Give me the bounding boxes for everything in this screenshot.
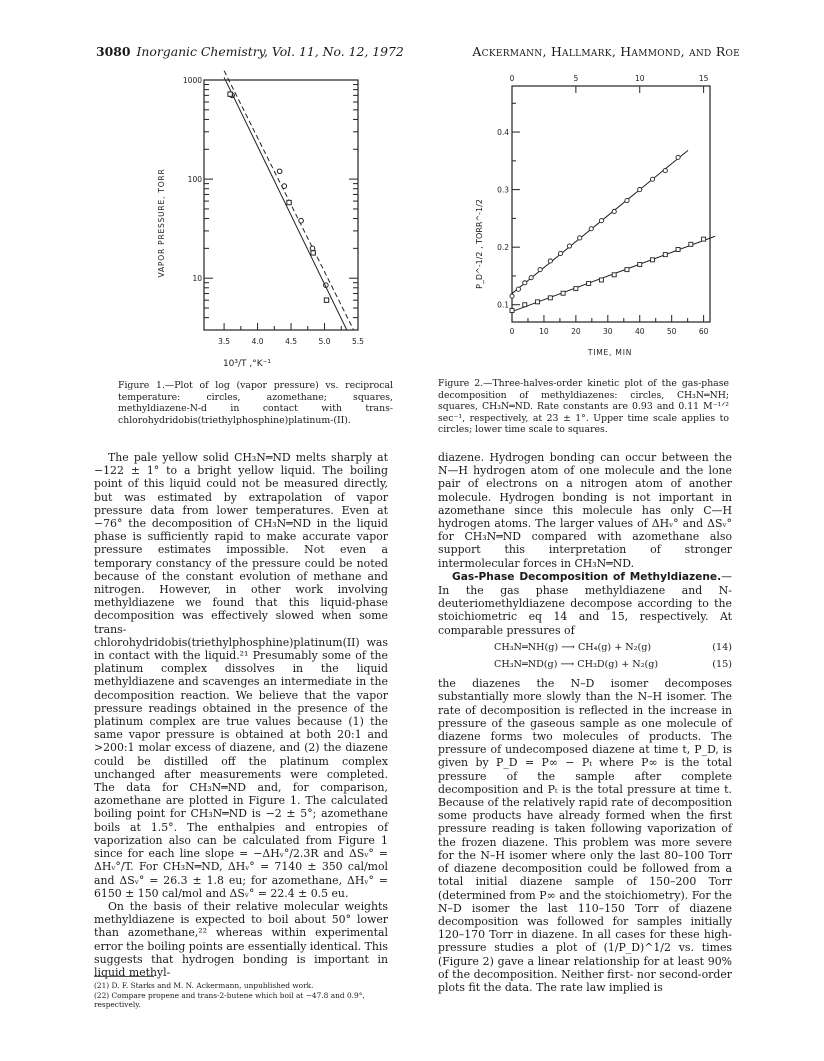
fig1-ytick-label: 10 — [192, 274, 202, 284]
fig1-frame — [204, 80, 358, 330]
equation-14-number: (14) — [712, 641, 732, 653]
fig2-xtick-bottom-label: 40 — [634, 327, 645, 336]
fig2-point-square — [599, 278, 603, 282]
fig2-point-circle — [567, 244, 571, 248]
fig2-point-square — [663, 253, 667, 257]
fig2-point-square — [676, 247, 680, 251]
fig1-xtick-label: 5.0 — [318, 337, 331, 346]
fig1-xtick-label: 4.5 — [285, 337, 298, 346]
fig2-point-square — [510, 308, 514, 312]
fig2-xtick-bottom-label: 50 — [666, 327, 677, 336]
section-intro: —In the gas phase methyldiazene and N-deuteriomethyldiazene decompose according to the stoichiometric eq 14 and 15, respectively. At comparable pressures of — [438, 569, 732, 637]
fig2-point-circle — [638, 188, 642, 192]
fig2-point-circle — [529, 276, 533, 280]
fig2-point-circle — [589, 227, 593, 231]
figure-2-caption: Figure 2.—Three-halves-order kinetic plot of the gas-phase decomposition of methyldiazenes: circles, CH₃N═NH; squares, CH₃N═ND. Rate constants are 0.93 and 0.11 M⁻¹ᐟ² sec⁻¹, respectively, at 23 ± 1°. Upper time scale applies to circles; lower time scale to squares. — [438, 378, 729, 436]
fig2-xtick-top-label: 15 — [698, 74, 709, 83]
fig2-point-circle — [676, 155, 680, 159]
fig2-point-circle — [523, 281, 527, 285]
running-header-left — [96, 44, 404, 59]
fig1-point-circle — [282, 184, 287, 189]
fig1-point-square — [324, 298, 328, 302]
footnote-22: (22) Compare propene and trans-2-butene which boil at −47.8 and 0.9°, respectively. — [94, 990, 365, 1010]
fig2-xtick-bottom-label: 30 — [603, 327, 613, 336]
fig2-point-square — [574, 287, 578, 291]
fig1-point-circle — [277, 169, 282, 174]
running-header-authors: Ackermann, Hallmark, Hammond, and Roe — [472, 44, 740, 59]
footnotes — [94, 976, 388, 1010]
fig2-point-square — [651, 258, 655, 262]
fig2-xtick-top-label: 10 — [634, 74, 645, 83]
fig1-xtick-label: 4.0 — [251, 337, 264, 346]
fig2-point-square — [638, 262, 642, 266]
paragraph-hydrogen-bonding-cont: diazene. Hydrogen bonding can occur between the N—H hydrogen atom of one molecule and the lone pair of electrons on a nitrogen atom of another molecule. Hydrogen bonding is not important in azomethane since this molecule has only C—H hydrogen atoms. The larger values of ΔHᵥ° and ΔSᵥ° for CH₃N═ND compared with azomethane also support this interpretation of stronger intermolecular forces in CH₃N═ND. — [438, 451, 732, 570]
paragraph-boiling-point: The pale yellow solid CH₃N═ND melts sharply at −122 ± 1° to a bright yellow liquid. The boiling point of this liquid could not be measured directly, but was estimated by extrapolation of vapor pressure data from lower temperatures. Even at −76° the decomposition of CH₃N═ND in the liquid phase is sufficiently rapid to make accurate vapor pressure estimates impossible. Not even a temporary constancy of the pressure could be noted because of the constant evolution of methane and nitrogen. However, in other work involving methyldiazene we found that this liquid-phase decomposition was effectively slowed when some trans-chlorohydridobis(triethylphosphine)platinum(II) was in contact with the liquid.²¹ Presumably some of the platinum complex dissolves in the liquid methyldiazene and scavenges an intermediate in the decomposition reaction. We believe that the vapor pressure readings obtained in the presence of the platinum complex are true values because (1) the same vapor pressure is obtained at both 20:1 and >200:1 molar excess of diazene, and (2) the diazene could be distilled off the platinum complex unchanged after measurements were completed. The data for CH₃N═ND and, for comparison, azomethane are plotted in Figure 1. The calculated boiling point for CH₃N═ND is −2 ± 5°; azomethane boils at 1.5°. The enthalpies and entropies of vaporization also can be calculated from Figure 1 since for each line slope = −ΔHᵥ°/2.3R and ΔSᵥ° = ΔHᵥ°/T. For CH₃N═ND, ΔHᵥ° = 7140 ± 350 cal/mol and ΔSᵥ° = 26.3 ± 1.8 eu; for azomethane, ΔHᵥ° = 6150 ± 150 cal/mol and ΔSᵥ° = 22.4 ± 0.5 eu. — [94, 451, 388, 900]
fig2-point-square — [548, 296, 552, 300]
fig2-xtick-top-label: 0 — [509, 74, 515, 83]
fig2-point-circle — [510, 294, 514, 298]
fig2-point-circle — [663, 169, 667, 173]
fig2-point-square — [612, 273, 616, 277]
fig2-point-square — [625, 268, 629, 272]
paragraph-gas-phase — [438, 570, 732, 637]
fig2-point-circle — [548, 259, 552, 263]
figure-1-chart — [150, 68, 390, 380]
fig2-xtick-top-label: 5 — [573, 74, 579, 83]
equation-15-number: (15) — [712, 659, 732, 671]
fig2-ytick-label: 0.2 — [497, 243, 509, 253]
right-column — [438, 451, 732, 994]
fig1-point-circle — [310, 246, 315, 251]
fig2-xtick-bottom-label: 0 — [509, 327, 515, 336]
fig2-point-square — [689, 242, 693, 246]
fig1-point-square — [287, 200, 291, 204]
fig2-ytick-label: 0.4 — [497, 128, 509, 138]
fig2-ytick-label: 0.3 — [497, 185, 509, 195]
fig2-xtick-bottom-label: 10 — [539, 327, 549, 336]
fig1-ytick-label: 100 — [187, 175, 202, 185]
left-column — [94, 451, 388, 979]
fig2-ylabel: P_D^-1/2 , TORR^-1/2 — [475, 199, 484, 289]
fig1-xlabel: 10³/T ,°K⁻¹ — [222, 359, 272, 369]
fig2-point-circle — [625, 198, 629, 202]
equation-14-body: CH₃N═NH(g) ⟶ CH₄(g) + N₂(g) — [494, 641, 652, 653]
paragraph-rate: the diazenes the N–D isomer decomposes substantially more slowly than the N–H isomer. The rate of decomposition is reflected in the increase in pressure of the gaseous sample as one molecule of diazene forms two molecules of products. The pressure of undecomposed diazene at time t, P_D, is given by P_D = P∞ − Pₜ where P∞ is the total pressure of the sample after complete decomposition and Pₜ is the total pressure at time t. Because of the relatively rapid rate of decomposition some products have already formed when the first pressure reading is taken following vaporization of the frozen diazene. This problem was more severe for the N–H isomer where only the last 80–100 Torr of diazene decomposition could be followed from a total initial diazene sample of 150–200 Torr (determined from P∞ and the stoichiometry). For the N–D isomer the last 110–150 Torr of diazene decomposition was followed for samples initially 120–170 Torr in diazene. In all cases for these high-pressure studies a plot of (1/P_D)^1/2 vs. times (Figure 2) gave a linear relationship for at least 90% of the decomposition. Neither first- nor second-order plots fit the data. The rate law implied is — [438, 677, 732, 994]
equation-15 — [438, 658, 732, 671]
fig2-point-circle — [538, 268, 542, 272]
fig2-point-square — [587, 281, 591, 285]
fig2-point-circle — [650, 177, 654, 181]
footnote-rule — [94, 976, 154, 977]
journal-citation: Inorganic Chemistry, Vol. 11, No. 12, 1972 — [136, 44, 404, 59]
section-title: Gas-Phase Decomposition of Methyldiazene. — [452, 570, 722, 583]
fig2-point-circle — [578, 236, 582, 240]
fig1-ylabel: VAPOR PRESSURE, TORR — [157, 168, 166, 278]
fig1-point-square — [228, 92, 232, 96]
fig1-point-square — [311, 251, 315, 255]
fig2-point-square — [702, 237, 706, 241]
fig1-ytick-label: 1000 — [182, 76, 202, 85]
fig2-point-circle — [558, 251, 562, 255]
figure-1-caption: Figure 1.—Plot of log (vapor pressure) vs. reciprocal temperature: circles, azomethane; squares, methyldiazene-N-d in contact with trans-chlorohydridobis(triethylphosphine)platinum-(II). — [118, 380, 393, 426]
equation-14 — [438, 641, 732, 654]
fig2-point-square — [536, 300, 540, 304]
fig2-point-circle — [612, 209, 616, 213]
fig2-point-square — [523, 303, 527, 307]
fig2-xtick-bottom-label: 60 — [698, 327, 709, 336]
fig2-xlabel: TIME, MIN — [587, 348, 633, 357]
footnote-21: (21) D. F. Starks and M. N. Ackermann, unpublished work. — [94, 981, 314, 990]
fig2-point-circle — [516, 287, 520, 291]
fig2-ytick-label: 0.1 — [497, 300, 509, 310]
fig1-point-circle — [299, 218, 304, 223]
fig2-point-square — [561, 291, 565, 295]
figure-2-chart — [458, 66, 728, 370]
fig1-xtick-label: 3.5 — [218, 337, 231, 346]
fig1-series-1-line — [224, 77, 347, 330]
page-number: 3080 — [96, 44, 131, 59]
fig1-xtick-label: 5.5 — [352, 337, 364, 346]
paragraph-hydrogen-bonding: On the basis of their relative molecular weights methyldiazene is expected to boil about 50° lower than azomethane,²² whereas within experimental error the boiling points are essentially identical. This suggests that hydrogen bonding is important in liquid methyl- — [94, 899, 388, 979]
fig2-xtick-bottom-label: 20 — [571, 327, 581, 336]
fig2-point-circle — [599, 219, 603, 223]
fig2-frame — [512, 86, 710, 322]
equation-15-body: CH₃N═ND(g) ⟶ CH₃D(g) + N₂(g) — [494, 659, 659, 671]
